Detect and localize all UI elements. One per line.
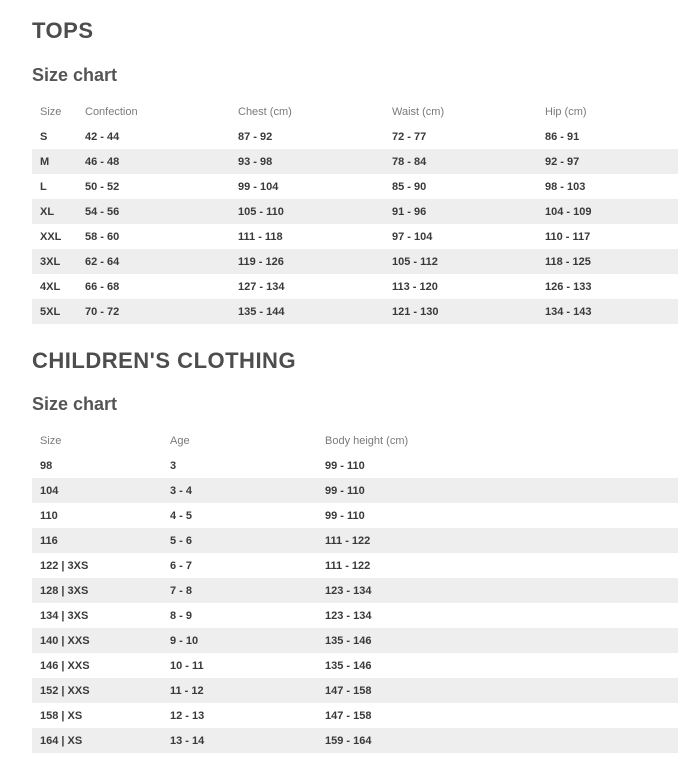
table-row bbox=[32, 199, 678, 224]
tops-cell-hip: 92 - 97 bbox=[537, 149, 678, 174]
children-cell-height: 111 - 122 bbox=[325, 559, 371, 572]
tops-header-size: Size bbox=[40, 105, 62, 118]
tops-cell-hip: 126 - 133 bbox=[545, 280, 592, 293]
table-row bbox=[32, 578, 678, 603]
children-cell-age: 5 - 6 bbox=[162, 528, 317, 553]
children-cell-size: 104 bbox=[32, 478, 162, 503]
children-section-title: CHILDREN'S CLOTHING bbox=[32, 348, 297, 373]
tops-cell-waist: 121 - 130 bbox=[384, 299, 537, 324]
tops-cell-waist: 85 - 90 bbox=[392, 180, 427, 193]
tops-cell-waist: 78 - 84 bbox=[384, 149, 537, 174]
table-row bbox=[32, 728, 678, 753]
table-row bbox=[32, 703, 678, 728]
tops-cell-size: XL bbox=[32, 199, 77, 224]
tops-cell-waist: 105 - 112 bbox=[384, 249, 537, 274]
table-row bbox=[32, 628, 678, 653]
tops-header-hip: Hip (cm) bbox=[545, 105, 587, 118]
tops-cell-waist: 97 - 104 bbox=[392, 230, 433, 243]
tops-cell-waist: 72 - 77 bbox=[392, 130, 427, 143]
children-cell-height: 147 - 158 bbox=[317, 678, 678, 703]
table-row bbox=[32, 299, 678, 324]
tops-cell-hip: 118 - 125 bbox=[537, 249, 678, 274]
children-cell-size: 122 | 3XS bbox=[40, 559, 89, 572]
children-cell-height: 147 - 158 bbox=[325, 709, 372, 722]
tops-cell-chest: 127 - 134 bbox=[238, 280, 285, 293]
children-cell-size: 140 | XXS bbox=[32, 628, 162, 653]
tops-cell-hip: 104 - 109 bbox=[537, 199, 678, 224]
tops-cell-waist: 113 - 120 bbox=[392, 280, 438, 293]
tops-cell-chest: 99 - 104 bbox=[238, 180, 279, 193]
children-cell-size: 128 | 3XS bbox=[32, 578, 162, 603]
table-row bbox=[32, 653, 678, 678]
children-cell-size: 116 bbox=[32, 528, 162, 553]
table-row bbox=[32, 553, 678, 578]
tops-cell-size: 4XL bbox=[40, 280, 61, 293]
tops-cell-hip: 134 - 143 bbox=[537, 299, 678, 324]
children-cell-age: 11 - 12 bbox=[162, 678, 317, 703]
tops-cell-size: L bbox=[40, 180, 47, 193]
tops-cell-confection: 54 - 56 bbox=[77, 199, 230, 224]
tops-size-chart-subtitle: Size chart bbox=[32, 65, 118, 85]
tops-cell-confection: 58 - 60 bbox=[85, 230, 120, 243]
tops-cell-size: S bbox=[40, 130, 48, 143]
tops-cell-chest: 111 - 118 bbox=[238, 230, 283, 243]
table-row bbox=[32, 149, 678, 174]
children-cell-height: 99 - 110 bbox=[325, 509, 365, 522]
tops-cell-size: 5XL bbox=[32, 299, 77, 324]
tops-cell-chest: 87 - 92 bbox=[238, 130, 273, 143]
tops-cell-chest: 135 - 144 bbox=[230, 299, 384, 324]
tops-cell-hip: 110 - 117 bbox=[545, 230, 591, 243]
tops-cell-size: 3XL bbox=[32, 249, 77, 274]
children-header-age: Age bbox=[170, 434, 190, 447]
children-cell-size: 146 | XXS bbox=[40, 659, 90, 672]
children-cell-height: 99 - 110 bbox=[325, 459, 365, 472]
children-cell-height: 99 - 110 bbox=[317, 478, 678, 503]
children-size-chart-subtitle: Size chart bbox=[32, 394, 118, 414]
children-cell-height: 135 - 146 bbox=[325, 659, 372, 672]
children-cell-size: 110 bbox=[40, 509, 58, 522]
children-cell-height: 159 - 164 bbox=[317, 728, 678, 753]
tops-cell-confection: 62 - 64 bbox=[77, 249, 230, 274]
table-row bbox=[32, 453, 678, 478]
children-cell-age: 4 - 5 bbox=[170, 509, 193, 522]
tops-header-waist: Waist (cm) bbox=[392, 105, 445, 118]
table-row bbox=[32, 678, 678, 703]
tops-cell-confection: 46 - 48 bbox=[77, 149, 230, 174]
tops-cell-chest: 105 - 110 bbox=[230, 199, 384, 224]
tops-size-table bbox=[32, 99, 678, 324]
children-cell-age: 12 - 13 bbox=[170, 709, 205, 722]
tops-section-title: TOPS bbox=[32, 18, 94, 43]
children-cell-height: 111 - 122 bbox=[317, 528, 678, 553]
tops-cell-confection: 66 - 68 bbox=[85, 280, 120, 293]
tops-cell-confection: 42 - 44 bbox=[85, 130, 120, 143]
children-cell-height: 123 - 134 bbox=[325, 609, 372, 622]
children-cell-age: 6 - 7 bbox=[170, 559, 193, 572]
children-cell-age: 10 - 11 bbox=[170, 659, 204, 672]
table-row bbox=[32, 478, 678, 503]
tops-cell-confection: 70 - 72 bbox=[77, 299, 230, 324]
children-cell-height: 135 - 146 bbox=[317, 628, 678, 653]
tops-header-row bbox=[32, 99, 678, 124]
children-cell-age: 13 - 14 bbox=[162, 728, 317, 753]
table-row bbox=[32, 274, 678, 299]
children-header-height: Body height (cm) bbox=[325, 434, 409, 447]
tops-header-chest: Chest (cm) bbox=[238, 105, 292, 118]
tops-header-confection: Confection bbox=[85, 105, 138, 118]
tops-cell-confection: 50 - 52 bbox=[85, 180, 120, 193]
children-cell-age: 8 - 9 bbox=[170, 609, 193, 622]
children-cell-size: 164 | XS bbox=[32, 728, 162, 753]
table-row bbox=[32, 224, 678, 249]
tops-cell-size: M bbox=[32, 149, 77, 174]
children-cell-age: 7 - 8 bbox=[162, 578, 317, 603]
children-cell-age: 9 - 10 bbox=[162, 628, 317, 653]
children-header-size: Size bbox=[40, 434, 62, 447]
table-row bbox=[32, 503, 678, 528]
tops-cell-hip: 98 - 103 bbox=[545, 180, 586, 193]
tops-cell-size: XXL bbox=[40, 230, 62, 243]
tops-cell-hip: 86 - 91 bbox=[545, 130, 580, 143]
children-cell-size: 98 bbox=[40, 459, 53, 472]
table-row bbox=[32, 174, 678, 199]
table-row bbox=[32, 528, 678, 553]
tops-cell-chest: 93 - 98 bbox=[230, 149, 384, 174]
children-cell-size: 158 | XS bbox=[40, 709, 83, 722]
children-cell-size: 152 | XXS bbox=[32, 678, 162, 703]
children-cell-height: 123 - 134 bbox=[317, 578, 678, 603]
tops-cell-chest: 119 - 126 bbox=[230, 249, 384, 274]
table-row bbox=[32, 249, 678, 274]
children-cell-age: 3 - 4 bbox=[162, 478, 317, 503]
children-cell-age: 3 bbox=[170, 459, 177, 472]
table-row bbox=[32, 124, 678, 149]
children-cell-size: 134 | 3XS bbox=[40, 609, 89, 622]
tops-cell-waist: 91 - 96 bbox=[384, 199, 537, 224]
children-size-table bbox=[32, 428, 678, 753]
table-row bbox=[32, 603, 678, 628]
children-header-row bbox=[32, 428, 678, 453]
